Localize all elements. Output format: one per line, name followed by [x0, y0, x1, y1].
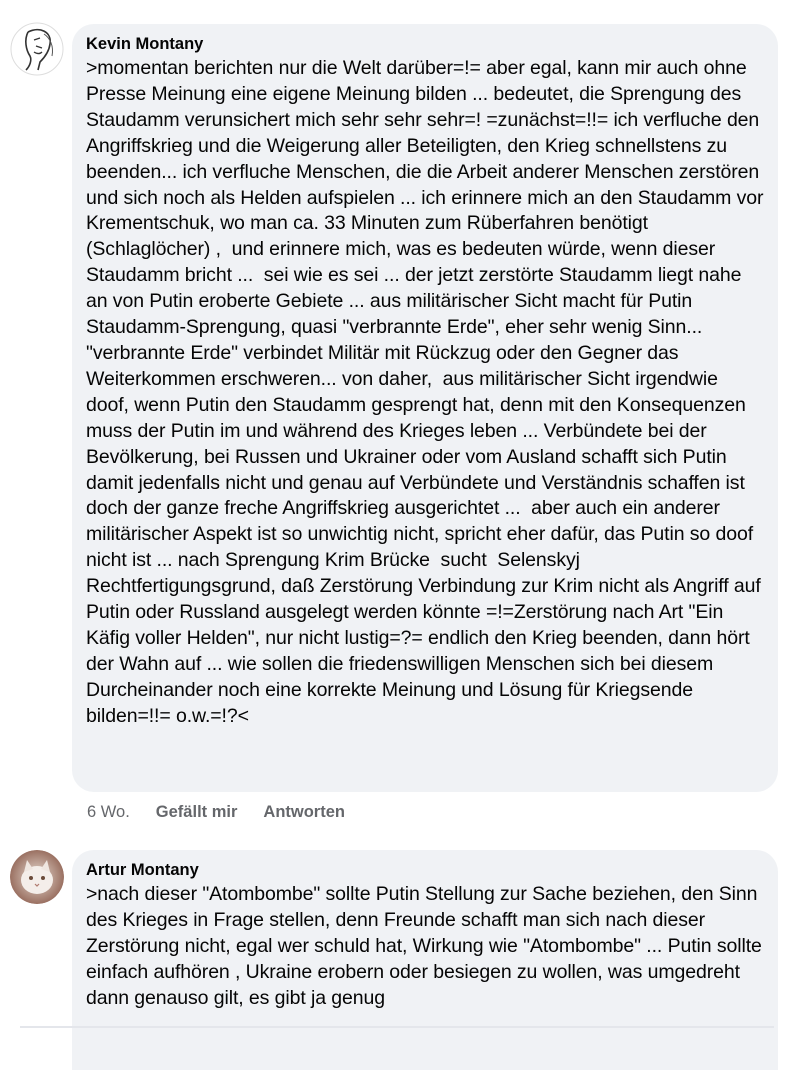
like-button[interactable]: Gefällt mir	[155, 803, 238, 821]
comment-bubble	[72, 24, 778, 792]
comment-bubble	[72, 850, 778, 1070]
comment-timestamp[interactable]: 6 Wo.	[87, 803, 130, 821]
comment-text: >momentan berichten nur die Welt darüber=!= aber egal, kann mir auch ohne Presse Meinung eine eigene Meinung bilden ... bedeutet, die Sprengung des Staudamm verunsichert mich sehr sehr sehr=! =zunächst=!!= ich verfluche den Angriffskrieg und die Weigerung aller Beteiligten, den Krieg schnellstens zu beenden... ich verfluche Menschen, die die Arbeit anderer Menschen zerstören und sich noch als Helden aufspielen ... ich erinnere mich an den Staudamm vor Krementschuk, wo man ca. 33 Minuten zum Rüberfahren benötigt (Schlaglöcher) , und erinnere mich, was es bedeuten würde, wenn dieser Staudamm bricht ... sei wie es sei ... der jetzt zerstörte Staudamm liegt nahe an von Putin eroberte Gebiete ... aus militärischer Sicht macht für Putin Staudamm-Sprengung, quasi "verbrannte Erde", eher sehr wenig Sinn... "verbrannte Erde" verbindet Militär mit Rückzug oder den Gegner das Weiterkommen erschweren... von daher, aus militärischer Sicht irgendwie doof, wenn Putin den Staudamm gesprengt hat, denn mit den Konsequenzen muss der Putin im und während des Krieges leben ... Verbündete bei der Bevölkerung, bei Russen und Ukrainer oder vom Ausland schafft sich Putin damit jedenfalls nicht und genau auf Verbündete und Verständnis schaffen ist doch der ganze freche Angriffskrieg ausgerichtet ... aber auch ein anderer militärischer Aspekt ist so unwichtig nicht, spricht eher dafür, das Putin so doof nicht ist ... nach Sprengung Krim Brücke sucht Selenskyj Rechtfertigungsgrund, daß Zerstörung Verbindung zur Krim nicht als Angriff auf Putin oder Russland ausgelegt werden könnte =!=Zerstörung nach Art "Ein Käfig voller Helden", nur nicht lustig=?= endlich den Krieg beenden, dann hört der Wahn auf ... wie sollen die friedenswilligen Menschen sich bei diesem Durcheinander noch eine korrekte Meinung und Lösung für Kriegsende bilden=!!= o.w.=!?<	[86, 57, 769, 727]
comment-text: >nach dieser "Atombombe" sollte Putin Stellung zur Sache beziehen, den Sinn des Krieges in Frage stellen, denn Freunde schafft man sich nach dieser Zerstörung nicht, egal wer schuld hat, Wirkung wie "Atombombe" ... Putin sollte einfach aufhören , Ukraine erobern oder besiegen zu wollen, was umgedreht dann genauso gilt, es gibt ja genug	[86, 883, 768, 1009]
comment-author[interactable]: Artur Montany	[86, 861, 199, 879]
avatar[interactable]	[10, 850, 64, 904]
avatar[interactable]	[10, 22, 64, 76]
cat-photo-avatar-icon	[10, 850, 64, 904]
sketch-face-avatar-icon	[10, 22, 64, 76]
reply-button[interactable]: Antworten	[263, 803, 345, 821]
comment-author[interactable]: Kevin Montany	[86, 35, 204, 53]
divider	[20, 1026, 774, 1028]
comment-actions	[87, 803, 345, 822]
